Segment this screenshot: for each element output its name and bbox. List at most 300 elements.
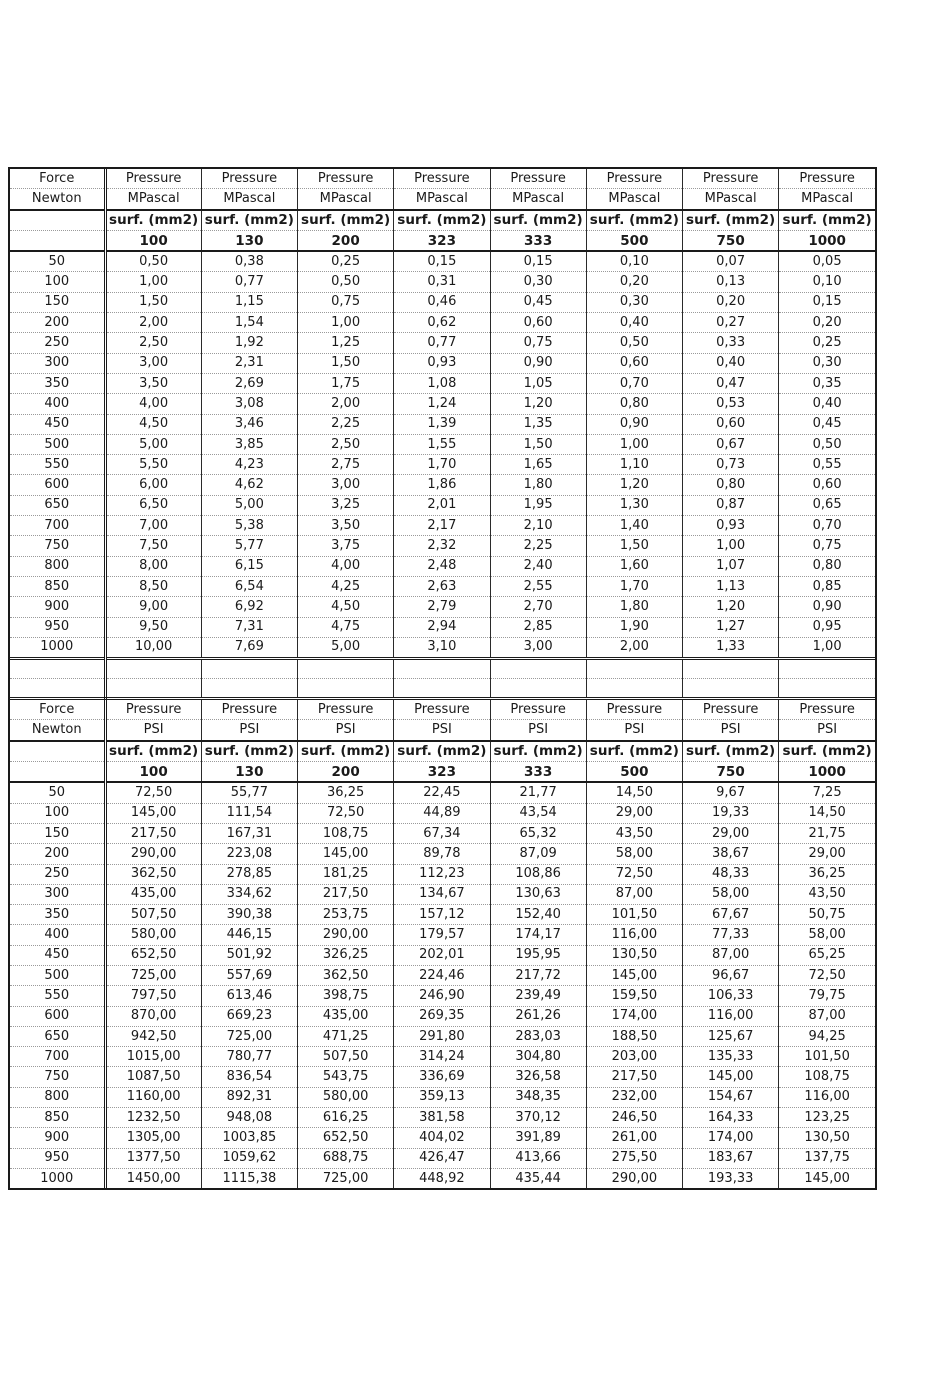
psi-table-row xyxy=(10,864,875,884)
psi-surface-value: 333 xyxy=(490,762,586,783)
mpa-pressure-value: 0,15 xyxy=(490,251,586,272)
mpa-force-value: 1000 xyxy=(10,637,105,658)
psi-pressure-header: Pressure xyxy=(298,699,394,720)
mpa-pressure-value: 1,80 xyxy=(490,475,586,495)
psi-pressure-value: 725,00 xyxy=(298,1168,394,1188)
mpa-pressure-value: 1,35 xyxy=(490,414,586,434)
psi-pressure-value: 507,50 xyxy=(298,1047,394,1067)
mpa-pressure-value: 6,50 xyxy=(105,495,201,515)
psi-pressure-value: 130,50 xyxy=(586,945,682,965)
mpa-pressure-value: 1,55 xyxy=(394,434,490,454)
psi-pressure-value: 892,31 xyxy=(201,1087,297,1107)
psi-pressure-value: 448,92 xyxy=(394,1168,490,1188)
mpa-force-value: 450 xyxy=(10,414,105,434)
separator-row xyxy=(10,679,875,699)
psi-pressure-value: 269,35 xyxy=(394,1006,490,1026)
psi-pressure-value: 580,00 xyxy=(298,1087,394,1107)
psi-force-value: 50 xyxy=(10,782,105,803)
psi-pressure-header: Pressure xyxy=(105,699,201,720)
mpa-pressure-value: 1,00 xyxy=(586,434,682,454)
psi-pressure-value: 1160,00 xyxy=(105,1087,201,1107)
psi-pressure-value: 391,89 xyxy=(490,1128,586,1148)
mpa-pressure-value: 0,31 xyxy=(394,272,490,292)
psi-pressure-value: 195,95 xyxy=(490,945,586,965)
mpa-pressure-value: 6,54 xyxy=(201,576,297,596)
psi-pressure-value: 145,00 xyxy=(683,1067,779,1087)
mpa-unit-header: MPascal xyxy=(394,189,490,210)
psi-pressure-value: 137,75 xyxy=(779,1148,875,1168)
mpa-surface-header: surf. (mm2) xyxy=(201,210,297,231)
psi-pressure-value: 291,80 xyxy=(394,1026,490,1046)
mpa-pressure-value: 0,77 xyxy=(394,333,490,353)
mpa-pressure-value: 2,00 xyxy=(586,637,682,658)
psi-surface-value-row xyxy=(10,762,875,783)
mpa-pressure-value: 0,60 xyxy=(586,353,682,373)
mpa-force-value: 700 xyxy=(10,516,105,536)
mpa-pressure-value: 3,00 xyxy=(298,475,394,495)
psi-table-row xyxy=(10,1148,875,1168)
psi-table-row xyxy=(10,1128,875,1148)
psi-pressure-value: 362,50 xyxy=(298,965,394,985)
psi-pressure-value: 446,15 xyxy=(201,925,297,945)
psi-pressure-value: 942,50 xyxy=(105,1026,201,1046)
psi-unit-header: PSI xyxy=(683,720,779,741)
psi-pressure-value: 50,75 xyxy=(779,905,875,925)
psi-pressure-value: 58,00 xyxy=(683,884,779,904)
psi-pressure-value: 181,25 xyxy=(298,864,394,884)
psi-pressure-value: 1003,85 xyxy=(201,1128,297,1148)
psi-pressure-value: 232,00 xyxy=(586,1087,682,1107)
mpa-pressure-value: 3,50 xyxy=(105,373,201,393)
psi-pressure-value: 413,66 xyxy=(490,1148,586,1168)
mpa-pressure-value: 0,33 xyxy=(683,333,779,353)
psi-pressure-value: 217,50 xyxy=(298,884,394,904)
mpa-pressure-value: 0,75 xyxy=(298,292,394,312)
mpa-pressure-value: 4,50 xyxy=(105,414,201,434)
empty-cell xyxy=(586,659,682,679)
mpa-pressure-value: 1,07 xyxy=(683,556,779,576)
mpa-pressure-value: 0,75 xyxy=(779,536,875,556)
mpa-pressure-value: 1,30 xyxy=(586,495,682,515)
psi-pressure-value: 390,38 xyxy=(201,905,297,925)
psi-table-row xyxy=(10,1108,875,1128)
mpa-pressure-value: 0,67 xyxy=(683,434,779,454)
mpa-force-value: 850 xyxy=(10,576,105,596)
psi-pressure-value: 613,46 xyxy=(201,986,297,1006)
psi-pressure-value: 1305,00 xyxy=(105,1128,201,1148)
psi-pressure-value: 145,00 xyxy=(298,844,394,864)
psi-force-value: 500 xyxy=(10,965,105,985)
psi-pressure-value: 174,00 xyxy=(683,1128,779,1148)
psi-pressure-value: 359,13 xyxy=(394,1087,490,1107)
mpa-pressure-value: 4,50 xyxy=(298,597,394,617)
mpa-pressure-value: 0,93 xyxy=(683,516,779,536)
mpa-force-value: 750 xyxy=(10,536,105,556)
empty-cell xyxy=(298,659,394,679)
psi-pressure-value: 797,50 xyxy=(105,986,201,1006)
mpa-pressure-value: 1,65 xyxy=(490,455,586,475)
mpa-pressure-value: 0,70 xyxy=(779,516,875,536)
mpa-pressure-value: 2,50 xyxy=(105,333,201,353)
mpa-pressure-value: 2,85 xyxy=(490,617,586,637)
psi-pressure-value: 246,90 xyxy=(394,986,490,1006)
mpa-pressure-value: 0,60 xyxy=(490,313,586,333)
psi-pressure-value: 87,00 xyxy=(779,1006,875,1026)
mpa-pressure-value: 0,87 xyxy=(683,495,779,515)
mpa-table-row xyxy=(10,434,875,454)
mpa-unit-header: MPascal xyxy=(298,189,394,210)
psi-force-header: Force xyxy=(10,699,105,720)
mpa-pressure-value: 0,20 xyxy=(683,292,779,312)
mpa-surface-value-row xyxy=(10,230,875,251)
psi-pressure-value: 43,54 xyxy=(490,803,586,823)
mpa-pressure-value: 1,15 xyxy=(201,292,297,312)
mpa-force-value: 900 xyxy=(10,597,105,617)
empty-cell xyxy=(10,679,105,699)
mpa-blank-header xyxy=(10,230,105,251)
mpa-newton-header: Newton xyxy=(10,189,105,210)
mpa-pressure-value: 0,05 xyxy=(779,251,875,272)
mpa-pressure-value: 0,77 xyxy=(201,272,297,292)
psi-newton-header: Newton xyxy=(10,720,105,741)
mpa-pressure-value: 0,20 xyxy=(779,313,875,333)
psi-pressure-value: 275,50 xyxy=(586,1148,682,1168)
mpa-force-value: 300 xyxy=(10,353,105,373)
psi-pressure-value: 1232,50 xyxy=(105,1108,201,1128)
psi-surface-value: 323 xyxy=(394,762,490,783)
mpa-pressure-value: 0,40 xyxy=(779,394,875,414)
mpa-pressure-header: Pressure xyxy=(201,169,297,189)
psi-pressure-value: 336,69 xyxy=(394,1067,490,1087)
mpa-surface-value: 750 xyxy=(683,230,779,251)
psi-pressure-value: 87,09 xyxy=(490,844,586,864)
psi-pressure-value: 362,50 xyxy=(105,864,201,884)
empty-cell xyxy=(10,659,105,679)
psi-table-row xyxy=(10,986,875,1006)
psi-surface-header: surf. (mm2) xyxy=(201,741,297,762)
mpa-pressure-header: Pressure xyxy=(586,169,682,189)
psi-pressure-value: 725,00 xyxy=(105,965,201,985)
mpa-pressure-header: Pressure xyxy=(105,169,201,189)
mpa-pressure-value: 1,70 xyxy=(394,455,490,475)
mpa-pressure-value: 2,32 xyxy=(394,536,490,556)
psi-surface-header: surf. (mm2) xyxy=(394,741,490,762)
psi-force-value: 350 xyxy=(10,905,105,925)
mpa-pressure-header: Pressure xyxy=(490,169,586,189)
psi-pressure-value: 44,89 xyxy=(394,803,490,823)
psi-pressure-value: 125,67 xyxy=(683,1026,779,1046)
mpa-surface-header: surf. (mm2) xyxy=(394,210,490,231)
psi-surface-value: 1000 xyxy=(779,762,875,783)
mpa-pressure-value: 0,25 xyxy=(298,251,394,272)
mpa-pressure-value: 1,50 xyxy=(105,292,201,312)
mpa-table-row xyxy=(10,617,875,637)
mpa-pressure-value: 0,80 xyxy=(586,394,682,414)
mpa-pressure-value: 2,79 xyxy=(394,597,490,617)
psi-surface-header: surf. (mm2) xyxy=(586,741,682,762)
mpa-header-row-1 xyxy=(10,169,875,189)
psi-pressure-value: 780,77 xyxy=(201,1047,297,1067)
mpa-pressure-value: 3,00 xyxy=(490,637,586,658)
psi-unit-header: PSI xyxy=(490,720,586,741)
mpa-pressure-value: 0,90 xyxy=(779,597,875,617)
mpa-pressure-value: 2,50 xyxy=(298,434,394,454)
psi-force-value: 800 xyxy=(10,1087,105,1107)
mpa-pressure-value: 0,70 xyxy=(586,373,682,393)
mpa-pressure-value: 1,00 xyxy=(298,313,394,333)
mpa-pressure-value: 3,46 xyxy=(201,414,297,434)
mpa-force-value: 100 xyxy=(10,272,105,292)
empty-cell xyxy=(683,679,779,699)
psi-unit-header: PSI xyxy=(201,720,297,741)
psi-pressure-value: 471,25 xyxy=(298,1026,394,1046)
mpa-pressure-value: 1,40 xyxy=(586,516,682,536)
psi-pressure-value: 67,34 xyxy=(394,823,490,843)
mpa-pressure-value: 1,54 xyxy=(201,313,297,333)
psi-pressure-value: 669,23 xyxy=(201,1006,297,1026)
mpa-pressure-value: 3,25 xyxy=(298,495,394,515)
psi-force-value: 850 xyxy=(10,1108,105,1128)
mpa-pressure-value: 0,80 xyxy=(779,556,875,576)
mpa-pressure-value: 1,00 xyxy=(779,637,875,658)
psi-table-row xyxy=(10,1047,875,1067)
psi-pressure-value: 111,54 xyxy=(201,803,297,823)
psi-force-value: 200 xyxy=(10,844,105,864)
psi-unit-header: PSI xyxy=(586,720,682,741)
mpa-header-row-2 xyxy=(10,189,875,210)
psi-pressure-value: 202,01 xyxy=(394,945,490,965)
mpa-table-row xyxy=(10,475,875,495)
psi-pressure-value: 108,75 xyxy=(298,823,394,843)
mpa-pressure-value: 1,90 xyxy=(586,617,682,637)
mpa-surface-header: surf. (mm2) xyxy=(586,210,682,231)
mpa-pressure-value: 2,69 xyxy=(201,373,297,393)
mpa-table-row xyxy=(10,637,875,658)
psi-pressure-value: 36,25 xyxy=(779,864,875,884)
psi-pressure-value: 58,00 xyxy=(779,925,875,945)
psi-pressure-value: 290,00 xyxy=(105,844,201,864)
psi-pressure-value: 1015,00 xyxy=(105,1047,201,1067)
mpa-table-row xyxy=(10,576,875,596)
psi-pressure-value: 72,50 xyxy=(298,803,394,823)
mpa-pressure-value: 0,13 xyxy=(683,272,779,292)
mpa-pressure-value: 0,25 xyxy=(779,333,875,353)
psi-pressure-value: 836,54 xyxy=(201,1067,297,1087)
psi-pressure-value: 96,67 xyxy=(683,965,779,985)
psi-pressure-value: 101,50 xyxy=(586,905,682,925)
mpa-force-value: 650 xyxy=(10,495,105,515)
mpa-table-row xyxy=(10,394,875,414)
mpa-pressure-value: 0,38 xyxy=(201,251,297,272)
mpa-unit-header: MPascal xyxy=(586,189,682,210)
mpa-pressure-value: 0,65 xyxy=(779,495,875,515)
psi-pressure-value: 22,45 xyxy=(394,782,490,803)
mpa-pressure-value: 2,10 xyxy=(490,516,586,536)
psi-surface-header: surf. (mm2) xyxy=(490,741,586,762)
mpa-pressure-value: 1,27 xyxy=(683,617,779,637)
psi-pressure-value: 29,00 xyxy=(779,844,875,864)
psi-pressure-value: 7,25 xyxy=(779,782,875,803)
psi-table-row xyxy=(10,1026,875,1046)
psi-unit-header: PSI xyxy=(298,720,394,741)
psi-pressure-value: 29,00 xyxy=(683,823,779,843)
mpa-pressure-value: 2,94 xyxy=(394,617,490,637)
psi-pressure-value: 94,25 xyxy=(779,1026,875,1046)
psi-unit-header: PSI xyxy=(105,720,201,741)
mpa-surface-header: surf. (mm2) xyxy=(298,210,394,231)
psi-pressure-header: Pressure xyxy=(683,699,779,720)
mpa-pressure-value: 0,15 xyxy=(394,251,490,272)
psi-pressure-value: 725,00 xyxy=(201,1026,297,1046)
mpa-pressure-value: 2,70 xyxy=(490,597,586,617)
mpa-surface-value: 323 xyxy=(394,230,490,251)
psi-pressure-value: 435,44 xyxy=(490,1168,586,1188)
empty-cell xyxy=(105,659,201,679)
psi-pressure-value: 72,50 xyxy=(586,864,682,884)
psi-table-row xyxy=(10,803,875,823)
mpa-pressure-value: 2,17 xyxy=(394,516,490,536)
psi-force-value: 1000 xyxy=(10,1168,105,1188)
psi-table-row xyxy=(10,884,875,904)
mpa-surface-header: surf. (mm2) xyxy=(490,210,586,231)
mpa-pressure-value: 3,85 xyxy=(201,434,297,454)
psi-surface-label-row xyxy=(10,741,875,762)
mpa-force-value: 800 xyxy=(10,556,105,576)
mpa-pressure-value: 0,45 xyxy=(490,292,586,312)
mpa-pressure-value: 0,73 xyxy=(683,455,779,475)
mpa-pressure-value: 1,86 xyxy=(394,475,490,495)
mpa-table-row xyxy=(10,333,875,353)
psi-force-value: 150 xyxy=(10,823,105,843)
psi-pressure-value: 370,12 xyxy=(490,1108,586,1128)
mpa-unit-header: MPascal xyxy=(105,189,201,210)
psi-pressure-value: 261,26 xyxy=(490,1006,586,1026)
mpa-force-value: 200 xyxy=(10,313,105,333)
mpa-pressure-value: 0,60 xyxy=(683,414,779,434)
mpa-pressure-value: 9,50 xyxy=(105,617,201,637)
mpa-pressure-value: 4,62 xyxy=(201,475,297,495)
psi-surface-value: 100 xyxy=(105,762,201,783)
psi-pressure-value: 326,58 xyxy=(490,1067,586,1087)
mpa-pressure-value: 1,70 xyxy=(586,576,682,596)
mpa-pressure-header: Pressure xyxy=(394,169,490,189)
pressure-conversion-sheet xyxy=(8,167,877,1190)
mpa-force-value: 400 xyxy=(10,394,105,414)
mpa-pressure-value: 1,50 xyxy=(586,536,682,556)
mpa-pressure-value: 7,69 xyxy=(201,637,297,658)
mpa-pressure-value: 1,05 xyxy=(490,373,586,393)
mpa-force-value: 600 xyxy=(10,475,105,495)
empty-cell xyxy=(201,659,297,679)
mpa-pressure-value: 4,00 xyxy=(298,556,394,576)
mpa-pressure-value: 0,50 xyxy=(586,333,682,353)
empty-cell xyxy=(394,679,490,699)
psi-pressure-value: 283,03 xyxy=(490,1026,586,1046)
psi-force-value: 750 xyxy=(10,1067,105,1087)
mpa-table-row xyxy=(10,536,875,556)
mpa-pressure-value: 9,00 xyxy=(105,597,201,617)
psi-pressure-value: 65,25 xyxy=(779,945,875,965)
psi-pressure-value: 348,35 xyxy=(490,1087,586,1107)
empty-cell xyxy=(201,679,297,699)
mpa-pressure-value: 0,46 xyxy=(394,292,490,312)
mpa-pressure-value: 5,50 xyxy=(105,455,201,475)
psi-pressure-value: 164,33 xyxy=(683,1108,779,1128)
mpa-pressure-value: 1,50 xyxy=(298,353,394,373)
mpa-pressure-value: 1,33 xyxy=(683,637,779,658)
empty-cell xyxy=(490,659,586,679)
mpa-surface-value: 100 xyxy=(105,230,201,251)
psi-pressure-value: 55,77 xyxy=(201,782,297,803)
psi-pressure-value: 72,50 xyxy=(779,965,875,985)
mpa-pressure-value: 8,00 xyxy=(105,556,201,576)
mpa-pressure-value: 4,75 xyxy=(298,617,394,637)
psi-pressure-value: 79,75 xyxy=(779,986,875,1006)
psi-pressure-value: 145,00 xyxy=(779,1168,875,1188)
psi-pressure-value: 77,33 xyxy=(683,925,779,945)
psi-table-row xyxy=(10,945,875,965)
psi-header-row-1 xyxy=(10,699,875,720)
psi-pressure-value: 65,32 xyxy=(490,823,586,843)
mpa-pressure-value: 3,10 xyxy=(394,637,490,658)
empty-cell xyxy=(779,659,875,679)
mpa-pressure-value: 1,25 xyxy=(298,333,394,353)
mpa-pressure-value: 2,01 xyxy=(394,495,490,515)
mpa-pressure-value: 0,85 xyxy=(779,576,875,596)
psi-pressure-value: 253,75 xyxy=(298,905,394,925)
mpa-pressure-value: 2,00 xyxy=(298,394,394,414)
mpa-pressure-value: 0,90 xyxy=(490,353,586,373)
psi-pressure-value: 72,50 xyxy=(105,782,201,803)
psi-pressure-value: 123,25 xyxy=(779,1108,875,1128)
psi-pressure-value: 188,50 xyxy=(586,1026,682,1046)
separator-row xyxy=(10,659,875,679)
psi-pressure-value: 87,00 xyxy=(683,945,779,965)
psi-pressure-value: 224,46 xyxy=(394,965,490,985)
psi-table-row xyxy=(10,782,875,803)
mpa-pressure-value: 0,55 xyxy=(779,455,875,475)
psi-pressure-header: Pressure xyxy=(201,699,297,720)
mpa-pressure-value: 0,75 xyxy=(490,333,586,353)
psi-pressure-value: 616,25 xyxy=(298,1108,394,1128)
mpa-pressure-value: 0,50 xyxy=(779,434,875,454)
psi-pressure-value: 193,33 xyxy=(683,1168,779,1188)
psi-pressure-value: 507,50 xyxy=(105,905,201,925)
psi-pressure-value: 67,67 xyxy=(683,905,779,925)
mpa-unit-header: MPascal xyxy=(201,189,297,210)
psi-pressure-value: 326,25 xyxy=(298,945,394,965)
mpa-unit-header: MPascal xyxy=(683,189,779,210)
psi-pressure-value: 203,00 xyxy=(586,1047,682,1067)
psi-pressure-value: 278,85 xyxy=(201,864,297,884)
psi-pressure-value: 239,49 xyxy=(490,986,586,1006)
psi-pressure-value: 48,33 xyxy=(683,864,779,884)
psi-force-value: 700 xyxy=(10,1047,105,1067)
psi-pressure-value: 116,00 xyxy=(586,925,682,945)
mpa-pressure-value: 0,27 xyxy=(683,313,779,333)
psi-surface-value: 130 xyxy=(201,762,297,783)
mpa-pressure-value: 0,47 xyxy=(683,373,779,393)
mpa-pressure-value: 0,50 xyxy=(105,251,201,272)
psi-pressure-value: 183,67 xyxy=(683,1148,779,1168)
mpa-table-row xyxy=(10,597,875,617)
mpa-pressure-value: 1,20 xyxy=(586,475,682,495)
psi-force-value: 400 xyxy=(10,925,105,945)
mpa-blank-header xyxy=(10,210,105,231)
psi-pressure-value: 21,77 xyxy=(490,782,586,803)
mpa-pressure-value: 0,20 xyxy=(586,272,682,292)
psi-pressure-value: 217,50 xyxy=(586,1067,682,1087)
